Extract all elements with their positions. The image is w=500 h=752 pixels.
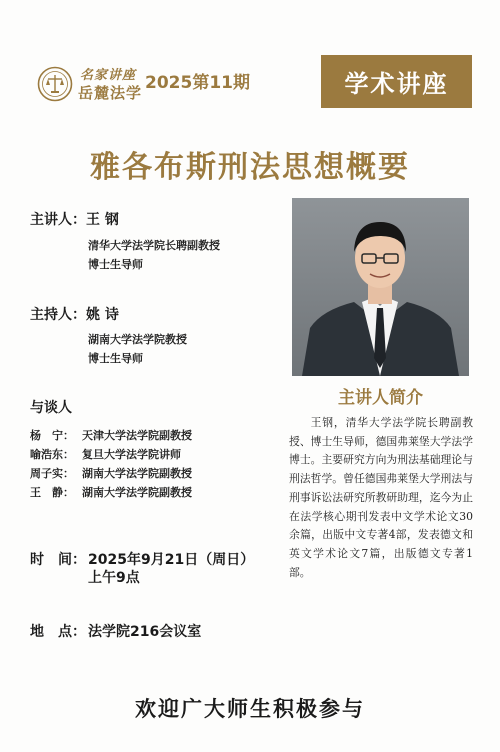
issue-number: 2025第11期 <box>145 73 250 93</box>
discussant-title: 复旦大学法学院讲师 <box>82 448 181 461</box>
discussants-label: 与谈人 <box>30 400 72 416</box>
portrait-illustration <box>292 198 469 376</box>
speaker-row <box>30 209 119 229</box>
time-hour: 上午9点 <box>88 570 140 586</box>
time-date: 2025年9月21日（周日） <box>88 552 255 568</box>
venue-label: 地 点： <box>30 624 86 640</box>
discussant-row <box>30 427 192 443</box>
category-banner: 学术讲座 <box>321 55 472 108</box>
venue-value: 法学院216会议室 <box>88 624 202 640</box>
speaker-label: 主讲人： <box>30 212 86 228</box>
discussant-title: 天津大学法学院副教授 <box>82 429 192 442</box>
discussant-name: 王 静： <box>30 486 74 499</box>
host-title-2: 博士生导师 <box>88 352 143 365</box>
discussant-title: 湖南大学法学院副教授 <box>82 486 192 499</box>
host-title-1: 湖南大学法学院教授 <box>88 333 187 346</box>
bio-text: 王钢，清华大学法学院长聘副教授、博士生导师，德国弗莱堡大学法学博士。主要研究方向为刑法基础理论与刑法哲学。曾任德国弗莱堡大学刑法与刑事诉讼法研究所教研助理，迄今为止在法学核心期刊发表中文学术论文30余篇，出版中文专著4部，发表德文和英文学术论文7篇，出版德文专著1部。 <box>289 416 473 579</box>
discussant-row <box>30 446 181 462</box>
footer-invitation: 欢迎广大师生积极参与 <box>135 697 365 721</box>
discussant-row <box>30 484 192 500</box>
discussant-name: 周子实： <box>30 467 74 480</box>
discussant-row <box>30 465 192 481</box>
bio-heading: 主讲人简介 <box>338 388 423 408</box>
brand-name: 岳麓法学 <box>78 84 143 102</box>
speaker-title-1: 清华大学法学院长聘副教授 <box>88 239 220 252</box>
speaker-name: 王 钢 <box>86 212 119 228</box>
speaker-photo <box>292 198 469 376</box>
time-label: 时 间： <box>30 552 86 568</box>
discussant-title: 湖南大学法学院副教授 <box>82 467 192 480</box>
lecture-title: 雅各布斯刑法思想概要 <box>90 150 410 185</box>
brand-series: 名家讲座 <box>80 68 137 83</box>
host-row <box>30 304 119 324</box>
discussant-name: 喻浩东： <box>30 448 74 461</box>
host-label: 主持人： <box>30 307 86 323</box>
speaker-title-2: 博士生导师 <box>88 258 143 271</box>
host-name: 姚 诗 <box>86 307 119 323</box>
logo-seal-icon <box>37 66 73 102</box>
discussant-name: 杨 宁： <box>30 429 74 442</box>
